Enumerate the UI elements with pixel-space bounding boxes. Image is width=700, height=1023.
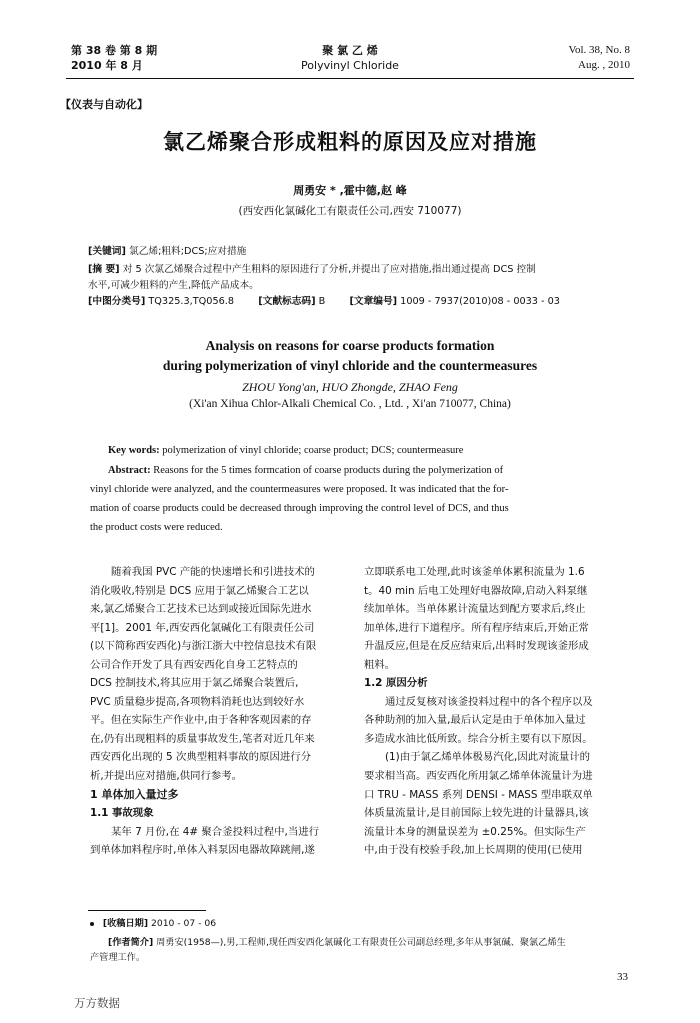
keywords-en <box>108 445 463 456</box>
abstract-en-text1: Reasons for the 5 times formcation of coarse products during the polymerization of <box>153 465 504 476</box>
body-line: 各种助剂的加入量,最后认定是由于单体加入量过 <box>364 714 586 727</box>
body-line: 体质量流量计,是目前国际上较先进的计量器具,该 <box>364 807 589 820</box>
affiliation-en: (Xi'an Xihua Chlor-Alkali Chemical Co. , Ltd. , Xi'an 710077, China) <box>189 398 511 410</box>
body-line: 某年 7 月份,在 4# 聚合釜投料过程中,当进行 <box>111 825 319 838</box>
keywords-cn-text: 氯乙烯;粗料;DCS;应对措施 <box>129 246 247 257</box>
footnote-author <box>108 935 566 950</box>
author-bio-line1: 周勇安(1958—),男,工程师,现任西安西化氯碱化工有限责任公司副总经理,多年从事氯碱、聚氯乙烯生 <box>156 937 566 948</box>
body-line: 在,仍有出现粗料的质量事故发生,笔者对近几年来 <box>90 732 315 745</box>
abstract-cn-label: [摘 要] <box>88 264 120 275</box>
received-label: [收稿日期] <box>102 918 149 929</box>
keywords-en-label: Key words: <box>108 445 160 456</box>
body-line: 粗料。 <box>364 658 396 671</box>
body-line: 来,氯乙烯聚合工艺技术已达到或接近国际先进水 <box>90 603 312 616</box>
body-line: 要求相当高。西安西化所用氯乙烯单体流量计为进 <box>364 770 593 783</box>
section-tag: 【仪表与自动化】 <box>60 98 148 111</box>
received-value: 2010 - 07 - 06 <box>151 918 217 929</box>
abstract-cn-line1: 对 5 次氯乙烯聚合过程中产生粗料的原因进行了分析,并提出了应对措施,指出通过提高 DCS 控制 <box>122 264 536 275</box>
abstract-en-label: Abstract: <box>108 465 151 476</box>
article-title-cn: 氯乙烯聚合形成粗料的原因及应对措施 <box>163 130 537 154</box>
watermark: 万方数据 <box>74 996 120 1010</box>
author-bio-label: [作者简介] <box>108 937 154 948</box>
body-line: 通过反复核对该釜投料过程中的各个程序以及 <box>385 695 593 708</box>
header-journal-en: Polyvinyl Chloride <box>301 59 399 72</box>
body-line: 平[1]。2001 年,西安西化氯碱化工有限责任公司 <box>90 621 315 634</box>
body-line: 立即联系电工处理,此时该釜单体累积流量为 1.6 <box>364 566 585 578</box>
abstract-en-line2: vinyl chloride were analyzed, and the countermeasures were proposed. It was indicated that the for- <box>90 484 509 495</box>
body-line: PVC 质量稳步提高,各项物料消耗也达到较好水 <box>90 695 305 708</box>
footnote-author-line2: 产管理工作。 <box>90 952 146 963</box>
section-heading-1-2: 1.2 原因分析 <box>364 677 428 690</box>
section-heading-1: 1 单体加入量过多 <box>90 787 179 801</box>
body-line: 续加单体。当单体累计流量达到配方要求后,终止 <box>364 603 586 616</box>
header-issue-en <box>568 43 630 73</box>
keywords-cn <box>88 244 628 259</box>
article-title-en-line1: Analysis on reasons for coarse products formation <box>205 338 495 353</box>
header-journal-cn: 聚 氯 乙 烯 <box>322 44 378 57</box>
abstract-en-line4: the product costs were reduced. <box>90 522 223 533</box>
body-line: (以下简称西安西化)与浙江浙大中控信息技术有限 <box>90 640 317 653</box>
bullet-icon <box>90 922 94 926</box>
doc-code-label: [文献标志码] <box>258 296 316 307</box>
article-id-label: [文章编号] <box>349 296 398 307</box>
authors-cn: 周勇安 * ,霍中德,赵 峰 <box>293 184 407 197</box>
header-volume-cn: 第 38 卷 第 8 期 <box>71 44 158 57</box>
body-line: 多造成水油比低所致。综合分析主要有以下原因。 <box>364 732 593 745</box>
footnote-received <box>90 916 216 931</box>
body-line: 西安西化出现的 5 次典型粗料事故的原因进行分 <box>90 751 312 764</box>
body-line: DCS 控制技术,将其应用于氯乙烯聚合装置后, <box>90 677 299 690</box>
header-volume-en: Vol. 38, No. 8 <box>568 44 630 56</box>
clc-value: TQ325.3,TQ056.8 <box>148 296 235 307</box>
body-line: (1)由于氯乙烯单体极易汽化,因此对流量计的 <box>385 751 591 764</box>
section-heading-1-1: 1.1 事故现象 <box>90 807 154 820</box>
doc-code-value: B <box>318 296 326 307</box>
abstract-en-line3: mation of coarse products could be decreased through improving the control level of DCS, and thus <box>90 503 509 514</box>
body-line: t。40 min 后电工处理好电器故障,启动入料泵继 <box>364 584 588 597</box>
body-line: 随着我国 PVC 产能的快速增长和引进技术的 <box>111 566 315 578</box>
body-line: 公司合作开发了具有西安西化自身工艺特点的 <box>90 658 298 671</box>
keywords-en-text: polymerization of vinyl chloride; coarse product; DCS; countermeasure <box>162 445 464 456</box>
body-line: 中,由于没有校验手段,加上长周期的使用(已使用 <box>364 844 583 857</box>
header-date-en: Aug. , 2010 <box>578 59 630 71</box>
authors-en: ZHOU Yong'an, HUO Zhongde, ZHAO Feng <box>242 380 458 394</box>
classification-line <box>88 294 560 309</box>
keywords-cn-label: [关键词] <box>88 246 126 257</box>
body-line: 升温反应,但是在反应结束后,出料时发现该釜形成 <box>364 640 589 653</box>
page-number: 33 <box>617 971 628 983</box>
footnote-rule <box>88 910 206 911</box>
body-line: 口 TRU - MASS 系列 DENSI - MASS 型串联双单 <box>364 788 593 801</box>
body-line: 加单体,进行下道程序。所有程序结束后,开始正常 <box>364 621 589 634</box>
abstract-cn-line2: 水平,可减少粗料的产生,降低产品成本。 <box>88 280 259 291</box>
body-line: 平。但在实际生产作业中,由于各种客观因素的存 <box>90 714 312 727</box>
body-line: 消化吸收,特别是 DCS 应用于氯乙烯聚合工艺以 <box>90 584 309 597</box>
body-line: 析,并提出应对措施,供同行参考。 <box>90 770 243 783</box>
abstract-en-line1 <box>108 461 644 480</box>
body-line: 流量计本身的测量误差为 ±0.25%。但实际生产 <box>364 825 586 838</box>
header-rule <box>66 78 634 79</box>
body-line: 到单体加料程序时,单体入料泵因电器故障跳闸,遂 <box>90 844 315 857</box>
article-title-en-line2: during polymerization of vinyl chloride and the countermeasures <box>162 358 538 373</box>
abstract-cn <box>88 262 628 277</box>
body-right-column <box>364 563 634 860</box>
affiliation-cn: (西安西化氯碱化工有限责任公司,西安 710077) <box>238 205 462 217</box>
article-id-value: 1009 - 7937(2010)08 - 0033 - 03 <box>400 296 560 307</box>
body-left-column <box>90 563 360 860</box>
header-date-cn: 2010 年 8 月 <box>71 59 143 72</box>
clc-label: [中图分类号] <box>88 296 146 307</box>
